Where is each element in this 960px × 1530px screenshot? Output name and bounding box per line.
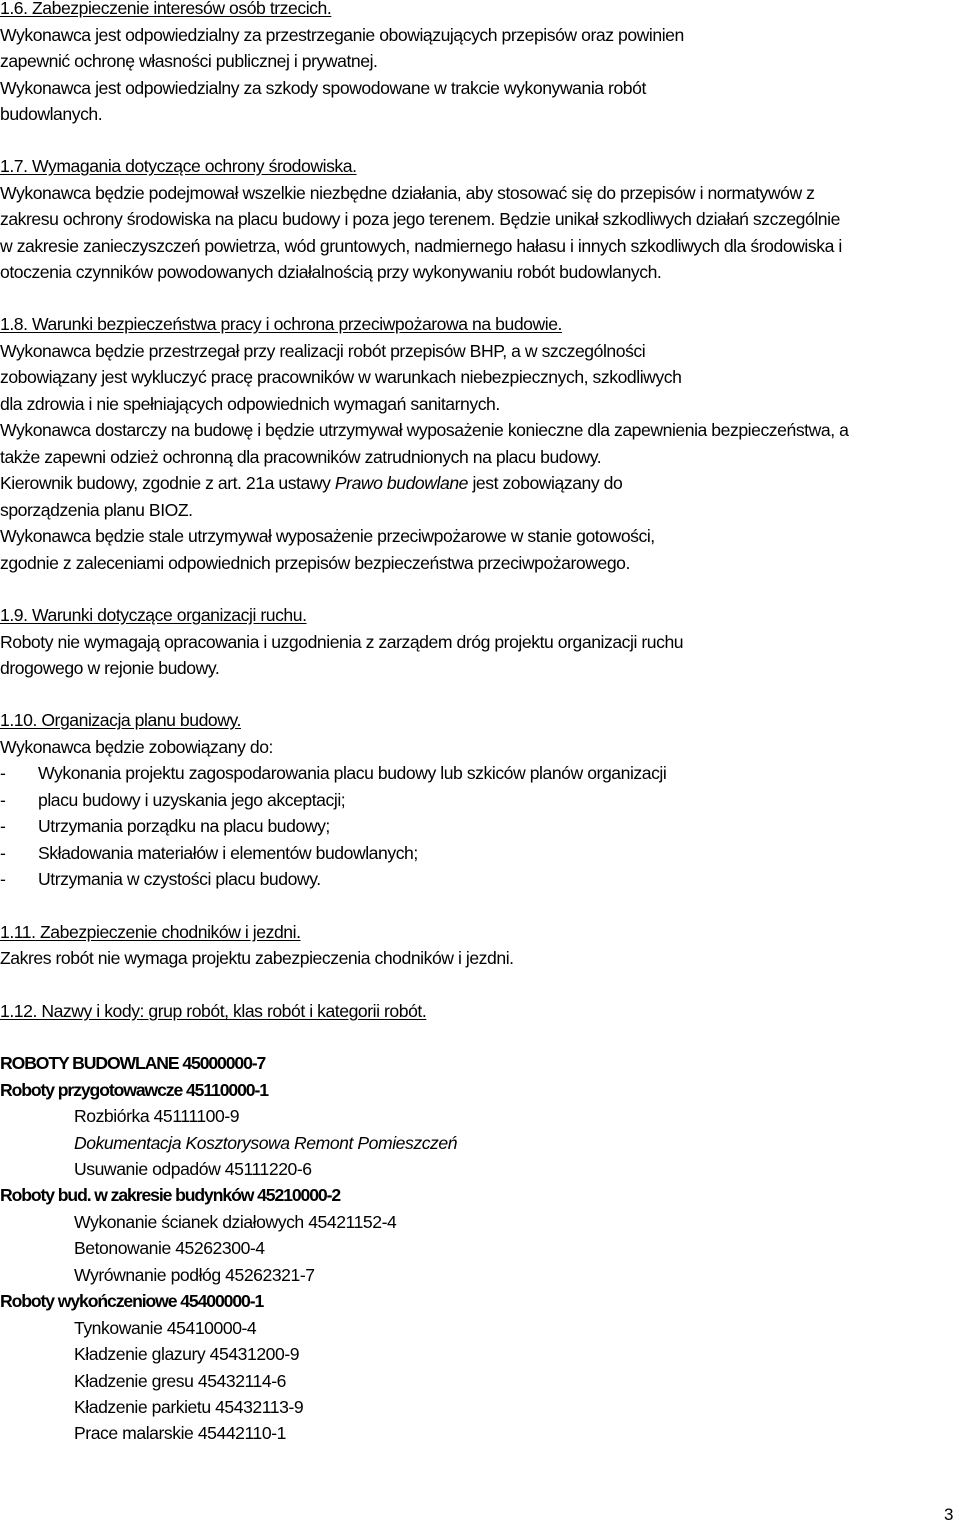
code-item: Prace malarskie 45442110-1 [74,1423,286,1443]
kierownik-text-end: jest zobowiązany do [468,473,623,493]
dash-bullet: - [0,816,6,836]
paragraph-line: budowlanych. [0,104,103,124]
code-item: Kładzenie glazury 45431200-9 [74,1344,300,1364]
codes-group-2: Roboty bud. w zakresie budynków 45210000-2 [0,1185,341,1205]
code-item: Betonowanie 45262300-4 [74,1238,265,1258]
dash-bullet: - [0,763,6,783]
section-heading-1-7: 1.7. Wymagania dotyczące ochrony środowiska. [0,156,357,176]
paragraph-line: także zapewni odzież ochronną dla pracowników zatrudnionych na placu budowy. [0,447,602,467]
list-item [0,868,321,890]
code-item: Kładzenie gresu 45432114-6 [74,1371,286,1391]
section-heading-1-6: 1.6. Zabezpieczenie interesów osób trzecich. [0,0,332,18]
paragraph-line: otoczenia czynników powodowanych działalnością przy wykonywaniu robót budowlanych. [0,262,662,282]
dash-bullet: - [0,843,6,863]
law-name: Prawo budowlane [334,473,468,493]
section-heading-1-9: 1.9. Warunki dotyczące organizacji ruchu. [0,605,307,625]
section-heading-1-11: 1.11. Zabezpieczenie chodników i jezdni. [0,922,301,942]
code-item: Rozbiórka 45111100-9 [74,1106,240,1126]
code-item-note: Dokumentacja Kosztorysowa Remont Pomieszczeń [74,1133,458,1153]
page-number: 3 [944,1505,954,1524]
paragraph-line: Wykonawca jest odpowiedzialny za szkody spowodowane w trakcie wykonywania robót [0,78,646,98]
codes-group-3: Roboty wykończeniowe 45400000-1 [0,1291,264,1311]
section-heading-1-10: 1.10. Organizacja planu budowy. [0,710,241,730]
paragraph-line: zobowiązany jest wykluczyć pracę pracowników w warunkach niebezpiecznych, szkodliwych [0,367,682,387]
paragraph-line: zakresu ochrony środowiska na placu budowy i poza jego terenem. Będzie unikał szkodliwych działań szczególnie [0,209,840,229]
codes-main: ROBOTY BUDOWLANE 45000000-7 [0,1053,266,1073]
paragraph-line: Wykonawca dostarczy na budowę i będzie utrzymywał wyposażenie konieczne dla zapewnienia bezpieczeństwa, a [0,420,849,440]
section-heading-1-12: 1.12. Nazwy i kody: grup robót, klas robót i kategorii robót. [0,1001,427,1021]
code-item: Wykonanie ścianek działowych 45421152-4 [74,1212,397,1232]
code-item: Kładzenie parkietu 45432113-9 [74,1397,304,1417]
paragraph-line: drogowego w rejonie budowy. [0,658,220,678]
paragraph-line: Wykonawca będzie podejmował wszelkie niezbędne działania, aby stosować się do przepisów i normatywów z [0,183,815,203]
list-item [0,842,418,864]
paragraph-line: sporządzenia planu BIOZ. [0,500,193,520]
paragraph-line: Wykonawca jest odpowiedzialny za przestrzeganie obowiązujących przepisów oraz powinien [0,25,684,45]
list-item-text: Utrzymania w czystości placu budowy. [38,869,321,889]
code-item: Tynkowanie 45410000-4 [74,1318,257,1338]
paragraph-line: w zakresie zanieczyszczeń powietrza, wód gruntowych, nadmiernego hałasu i innych szkodliwych dla środowiska i [0,236,842,256]
list-item [0,789,345,811]
dash-bullet: - [0,869,6,889]
paragraph-line: zapewnić ochronę własności publicznej i prywatnej. [0,51,378,71]
list-item [0,815,330,837]
code-item: Usuwanie odpadów 45111220-6 [74,1159,312,1179]
section-heading-1-8: 1.8. Warunki bezpieczeństwa pracy i ochrona przeciwpożarowa na budowie. [0,314,562,334]
paragraph-line: Zakres robót nie wymaga projektu zabezpieczenia chodników i jezdni. [0,948,514,968]
code-item: Wyrównanie podłóg 45262321-7 [74,1265,315,1285]
codes-group-1: Roboty przygotowawcze 45110000-1 [0,1080,268,1100]
list-item-text: Utrzymania porządku na placu budowy; [38,816,330,836]
paragraph-line: Roboty nie wymagają opracowania i uzgodnienia z zarządem dróg projektu organizacji ruchu [0,632,684,652]
dash-bullet: - [0,790,6,810]
list-item-text: Wykonania projektu zagospodarowania placu budowy lub szkiców planów organizacji [38,763,667,783]
list-item-text: Składowania materiałów i elementów budowlanych; [38,843,418,863]
paragraph-line: Wykonawca będzie przestrzegał przy realizacji robót przepisów BHP, a w szczególności [0,341,646,361]
paragraph-line: dla zdrowia i nie spełniających odpowiednich wymagań sanitarnych. [0,394,500,414]
paragraph-line: Wykonawca będzie zobowiązany do: [0,737,273,757]
list-item [0,762,666,784]
paragraph-line-kierownik [0,472,622,494]
paragraph-line: zgodnie z zaleceniami odpowiednich przepisów bezpieczeństwa przeciwpożarowego. [0,553,630,573]
list-item-text: placu budowy i uzyskania jego akceptacji; [38,790,346,810]
kierownik-text: Kierownik budowy, zgodnie z art. 21a ustawy [0,473,335,493]
paragraph-line: Wykonawca będzie stale utrzymywał wyposażenie przeciwpożarowe w stanie gotowości, [0,526,655,546]
